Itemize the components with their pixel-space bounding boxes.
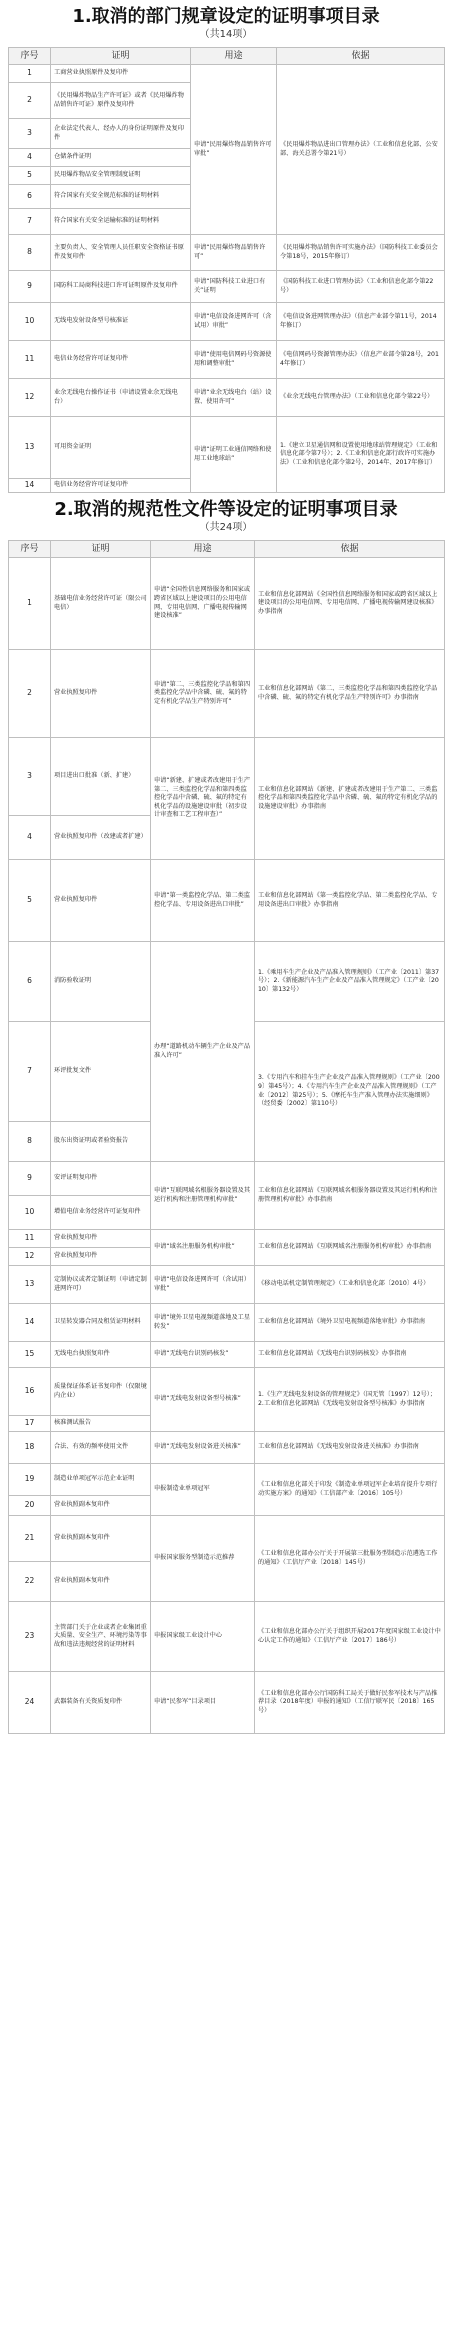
row-basis: 3.《专用汽车和挂车生产企业及产品准入管理规则》（工产业〔2009〕第45号）；4.《专用汽车生产企业及产品准入管理规则》（工产业〔2012〕第25号）；5.《摩托车生产准入管理办法实施细则》（经贸委〔2002〕第110号） <box>255 1022 445 1162</box>
row-basis: 《业余无线电台管理办法》（工业和信息化部令第22号） <box>277 379 445 417</box>
row-cert: 增值电信业务经营许可证复印件 <box>51 1196 151 1230</box>
row-use: 申请“无线电发射设备进关核准” <box>151 1432 255 1464</box>
row-use: 办理“道路机动车辆生产企业及产品准入许可” <box>151 942 255 1162</box>
row-cert: 无线电发射设备型号核准证 <box>51 303 191 341</box>
row-use: 申报制造业单项冠军 <box>151 1464 255 1516</box>
header-cert: 证明 <box>51 541 151 558</box>
row-basis: 工业和信息化部网站《互联网域名根服务器设置及其运行机构和注册管理机构审批》办事指南 <box>255 1162 445 1230</box>
row-use: 申报国家级工业设计中心 <box>151 1602 255 1672</box>
row-cert: 仓储条件证明 <box>51 149 191 167</box>
row-use: 申请“无线电台识别码核发” <box>151 1342 255 1368</box>
row-use: 申请“民用爆炸物品销售许可” <box>191 235 277 271</box>
row-cert: 民用爆炸物品安全管理制度证明 <box>51 167 191 185</box>
row-cert: 业余无线电台操作证书（申请设置业余无线电台） <box>51 379 191 417</box>
table-row <box>9 1304 445 1342</box>
row-cert: 符合国家有关安全运输标准的证明材料 <box>51 209 191 235</box>
table-row <box>9 942 445 1022</box>
row-cert: 主要负责人、安全管理人员任职安全资格证书原件及复印件 <box>51 235 191 271</box>
table-row <box>9 379 445 417</box>
row-num: 22 <box>9 1562 51 1602</box>
row-use: 申请“电信设备进网许可（含试用）审批” <box>191 303 277 341</box>
row-num: 8 <box>9 1122 51 1162</box>
row-use: 申请“无线电发射设备型号核准” <box>151 1368 255 1432</box>
row-basis: 工业和信息化部网站《全国性信息网络服务和国家或跨省区域以上建设项目的公用电信网、专用电信网、广播电视传输网建设核准》办事指南 <box>255 558 445 650</box>
row-basis: 工业和信息化部网站《新建、扩建或者改建用于生产第二、三类监控化学品和第四类监控化学品中含磷、硫、氟的特定有机化学品的设施建设审批》办事指南 <box>255 738 445 860</box>
table-row <box>9 1516 445 1562</box>
row-num: 4 <box>9 816 51 860</box>
row-cert: 营业执照副本复印件 <box>51 1516 151 1562</box>
row-use: 申请“业余无线电台（站）设置、使用许可” <box>191 379 277 417</box>
table-row <box>9 1368 445 1416</box>
table-row <box>9 1464 445 1496</box>
row-num: 16 <box>9 1368 51 1416</box>
row-cert: 营业执照复印件 <box>51 1248 151 1266</box>
section2-table <box>8 540 445 1734</box>
row-cert: 环评批复文件 <box>51 1022 151 1122</box>
section1-header <box>0 0 452 42</box>
row-num: 23 <box>9 1602 51 1672</box>
row-use: 申请“国防科技工业进口有关”证明 <box>191 271 277 303</box>
table-row <box>9 1230 445 1248</box>
row-num: 8 <box>9 235 51 271</box>
row-basis: 《工业和信息化部办公厅关于开展第三批服务型制造示范遴选工作的通知》（工信厅产业〔2018〕145号） <box>255 1516 445 1602</box>
header-basis: 依据 <box>277 48 445 65</box>
row-basis: 工业和信息化部网站《无线电台识别码核发》办事指南 <box>255 1342 445 1368</box>
table-row <box>9 341 445 379</box>
row-use: 申请“民参军”目录项目 <box>151 1672 255 1734</box>
row-cert: 消防验收证明 <box>51 942 151 1022</box>
header-num: 序号 <box>9 48 51 65</box>
row-cert: 武器装备有关资质复印件 <box>51 1672 151 1734</box>
row-cert: 《民用爆炸物品生产许可证》或者《民用爆炸物品销售许可证》原件及复印件 <box>51 83 191 119</box>
table-row <box>9 738 445 816</box>
header-use: 用途 <box>151 541 255 558</box>
row-num: 9 <box>9 271 51 303</box>
row-cert: 股东出资证明或者验资报告 <box>51 1122 151 1162</box>
row-num: 19 <box>9 1464 51 1496</box>
row-num: 9 <box>9 1162 51 1196</box>
row-basis: 《电信设备进网管理办法》（信息产业部令第11号，2014年修订） <box>277 303 445 341</box>
section2-title: 2.取消的规范性文件等设定的证明事项目录 <box>54 499 398 520</box>
table-row <box>9 235 445 271</box>
row-num: 7 <box>9 209 51 235</box>
row-num: 11 <box>9 1230 51 1248</box>
row-num: 13 <box>9 1266 51 1304</box>
row-basis: 《民用爆炸物品销售许可实施办法》（国防科技工业委员会令第18号，2015年修订） <box>277 235 445 271</box>
row-num: 12 <box>9 379 51 417</box>
row-num: 15 <box>9 1342 51 1368</box>
row-cert: 可用资金证明 <box>51 417 191 479</box>
row-basis: 1.《乘用车生产企业及产品准入管理规则》（工产业〔2011〕第37号）；2.《新能源汽车生产企业及产品准入管理规定》（工产业〔2010〕第132号） <box>255 942 445 1022</box>
row-num: 10 <box>9 303 51 341</box>
table-row <box>9 271 445 303</box>
header-cert: 证明 <box>51 48 191 65</box>
row-num: 5 <box>9 167 51 185</box>
row-cert: 营业执照副本复印件 <box>51 1562 151 1602</box>
row-num: 5 <box>9 860 51 942</box>
row-cert: 安评证明复印件 <box>51 1162 151 1196</box>
table-row <box>9 1342 445 1368</box>
table-row <box>9 303 445 341</box>
section1-subtitle: （共14项） <box>199 29 253 40</box>
table-header-row <box>9 541 445 558</box>
header-num: 序号 <box>9 541 51 558</box>
row-basis: 《国防科技工业进口管理办法》（工业和信息化部令第22号） <box>277 271 445 303</box>
row-use: 申请“第一类监控化学品、第二类监控化学品、专用设备进出口审批” <box>151 860 255 942</box>
row-cert: 营业执照复印件 <box>51 1230 151 1248</box>
row-basis: 《移动电话机定制管理规定》（工业和信息化部〔2010〕4号） <box>255 1266 445 1304</box>
row-cert: 营业执照复印件 <box>51 860 151 942</box>
row-basis: 工业和信息化部网站《互联网域名注册服务机构审批》办事指南 <box>255 1230 445 1266</box>
row-num: 3 <box>9 119 51 149</box>
row-num: 2 <box>9 650 51 738</box>
row-cert: 制造业单项冠军示范企业证明 <box>51 1464 151 1496</box>
table-row <box>9 1432 445 1464</box>
row-basis: 《工业和信息化部办公厅关于组织开展2017年度国家级工业设计中心认定工作的通知》（工信厅产业〔2017〕186号） <box>255 1602 445 1672</box>
row-cert: 营业执照复印件 <box>51 650 151 738</box>
row-num: 6 <box>9 185 51 209</box>
row-cert: 企业法定代表人、经办人的身份证明原件及复印件 <box>51 119 191 149</box>
row-num: 21 <box>9 1516 51 1562</box>
row-basis: 《电信网码号资源管理办法》（信息产业部令第28号，2014年修订） <box>277 341 445 379</box>
row-basis: 工业和信息化部网站《境外卫星电视频道落地审批》办事指南 <box>255 1304 445 1342</box>
row-num: 11 <box>9 341 51 379</box>
section2-header <box>0 493 452 535</box>
row-cert: 项目进出口批准（新、扩建） <box>51 738 151 816</box>
row-basis: 工业和信息化部网站《第一类监控化学品、第二类监控化学品、专用设备进出口审批》办事指南 <box>255 860 445 942</box>
row-num: 2 <box>9 83 51 119</box>
row-num: 1 <box>9 65 51 83</box>
row-use: 申请“电信设备进网许可（含试用）审批” <box>151 1266 255 1304</box>
row-num: 3 <box>9 738 51 816</box>
header-basis: 依据 <box>255 541 445 558</box>
table-row <box>9 650 445 738</box>
table-row <box>9 1266 445 1304</box>
row-basis: 1.《生产无线电发射设备的管理规定》（国无管〔1997〕12号）；2.工业和信息化部网站《无线电发射设备型号核准》办事指南 <box>255 1368 445 1432</box>
row-basis: 《工业和信息化部办公厅国防科工局关于做好民参军技术与产品推荐目录（2018年度）申报的通知》（工信厅联军民〔2018〕165号） <box>255 1672 445 1734</box>
row-num: 4 <box>9 149 51 167</box>
row-basis: 工业和信息化部网站《无线电发射设备进关核准》办事指南 <box>255 1432 445 1464</box>
row-cert: 工商营业执照原件及复印件 <box>51 65 191 83</box>
row-use: 申报国家服务型制造示范推荐 <box>151 1516 255 1602</box>
table-row <box>9 1672 445 1734</box>
table-row <box>9 65 445 83</box>
row-num: 18 <box>9 1432 51 1464</box>
table-row <box>9 417 445 479</box>
row-num: 12 <box>9 1248 51 1266</box>
header-use: 用途 <box>191 48 277 65</box>
table-row <box>9 1162 445 1196</box>
row-num: 1 <box>9 558 51 650</box>
row-use: 申请“新建、扩建或者改建用于生产第二、三类监控化学品和第四类监控化学品中含磷、硫、氟的特定有机化学品的设施建设审批（初步设计审查和工艺工程审查）” <box>151 738 255 860</box>
table-row <box>9 860 445 942</box>
row-cert: 核准测试报告 <box>51 1416 151 1432</box>
table-row <box>9 558 445 650</box>
section1-title: 1.取消的部门规章设定的证明事项目录 <box>72 6 380 27</box>
row-use: 申请“互联网域名根服务器设置及其运行机构和注册管理机构审批” <box>151 1162 255 1230</box>
row-cert: 主管部门关于企业或者企业集团重大质量、安全生产、环境污染等事故和违法违规经营的证明材料 <box>51 1602 151 1672</box>
row-num: 20 <box>9 1496 51 1516</box>
table-row <box>9 1602 445 1672</box>
row-cert: 营业执照副本复印件 <box>51 1496 151 1516</box>
row-use: 申请“境外卫星电视频道落地及工星转发” <box>151 1304 255 1342</box>
section2-subtitle: （共24项） <box>199 522 253 533</box>
row-use: 申请“民用爆炸物品销售许可审批” <box>191 65 277 235</box>
row-num: 10 <box>9 1196 51 1230</box>
row-num: 7 <box>9 1022 51 1122</box>
row-use: 申请“域名注册服务机构审批” <box>151 1230 255 1266</box>
row-cert: 营业执照复印件（改建或者扩建） <box>51 816 151 860</box>
row-num: 24 <box>9 1672 51 1734</box>
row-cert: 基础电信业务经营许可证（限公司电信） <box>51 558 151 650</box>
row-cert: 国防科工局商科技进口许可证明原件及复印件 <box>51 271 191 303</box>
row-cert: 卫星转发器合同及租赁证明材料 <box>51 1304 151 1342</box>
row-num: 6 <box>9 942 51 1022</box>
row-num: 14 <box>9 1304 51 1342</box>
row-cert: 质量保证体系证书复印件（仅限境内企业） <box>51 1368 151 1416</box>
row-cert: 无线电台执照复印件 <box>51 1342 151 1368</box>
row-cert: 电信业务经营许可证复印件 <box>51 341 191 379</box>
row-basis: 《民用爆炸物品进出口管理办法》（工业和信息化部、公安部、海关总署令第21号） <box>277 65 445 235</box>
table-header-row <box>9 48 445 65</box>
section1-table <box>8 47 445 493</box>
row-basis: 《工业和信息化部关于印发《制造业单项冠军企业培育提升专项行动实施方案》的通知》（工信部产业〔2016〕105号） <box>255 1464 445 1516</box>
row-cert: 电信业务经营许可证复印件 <box>51 479 191 493</box>
row-cert: 符合国家有关安全规范标准的证明材料 <box>51 185 191 209</box>
row-num: 17 <box>9 1416 51 1432</box>
row-cert: 定制协议或者定制证明（申请定制进网许可） <box>51 1266 151 1304</box>
row-num: 14 <box>9 479 51 493</box>
row-cert: 合法、有效的频率使用文件 <box>51 1432 151 1464</box>
row-use: 申请“证明工业通信网络和使用工业地球站” <box>191 417 277 493</box>
row-num: 13 <box>9 417 51 479</box>
row-basis: 1.《建立卫星通信网和设置使用地球站管理规定》（工业和信息化部令第7号）；2.《工业和信息化部行政许可实施办法》（工业和信息化部令第2号，2014年、2017年修订） <box>277 417 445 493</box>
row-use: 申请“使用电信网码号资源使用和调整审批” <box>191 341 277 379</box>
row-use: 申请“第二、三类监控化学品和第四类监控化学品中含磷、硫、氟的特定有机化学品生产特别许可” <box>151 650 255 738</box>
row-basis: 工业和信息化部网站《第二、三类监控化学品和第四类监控化学品中含磷、硫、氟的特定有机化学品生产特别许可》办事指南 <box>255 650 445 738</box>
row-use: 申请“全国性信息网络服务和国家或跨省区域以上建设项目的公用电信网、专用电信网、广播电视传输网建设核准” <box>151 558 255 650</box>
